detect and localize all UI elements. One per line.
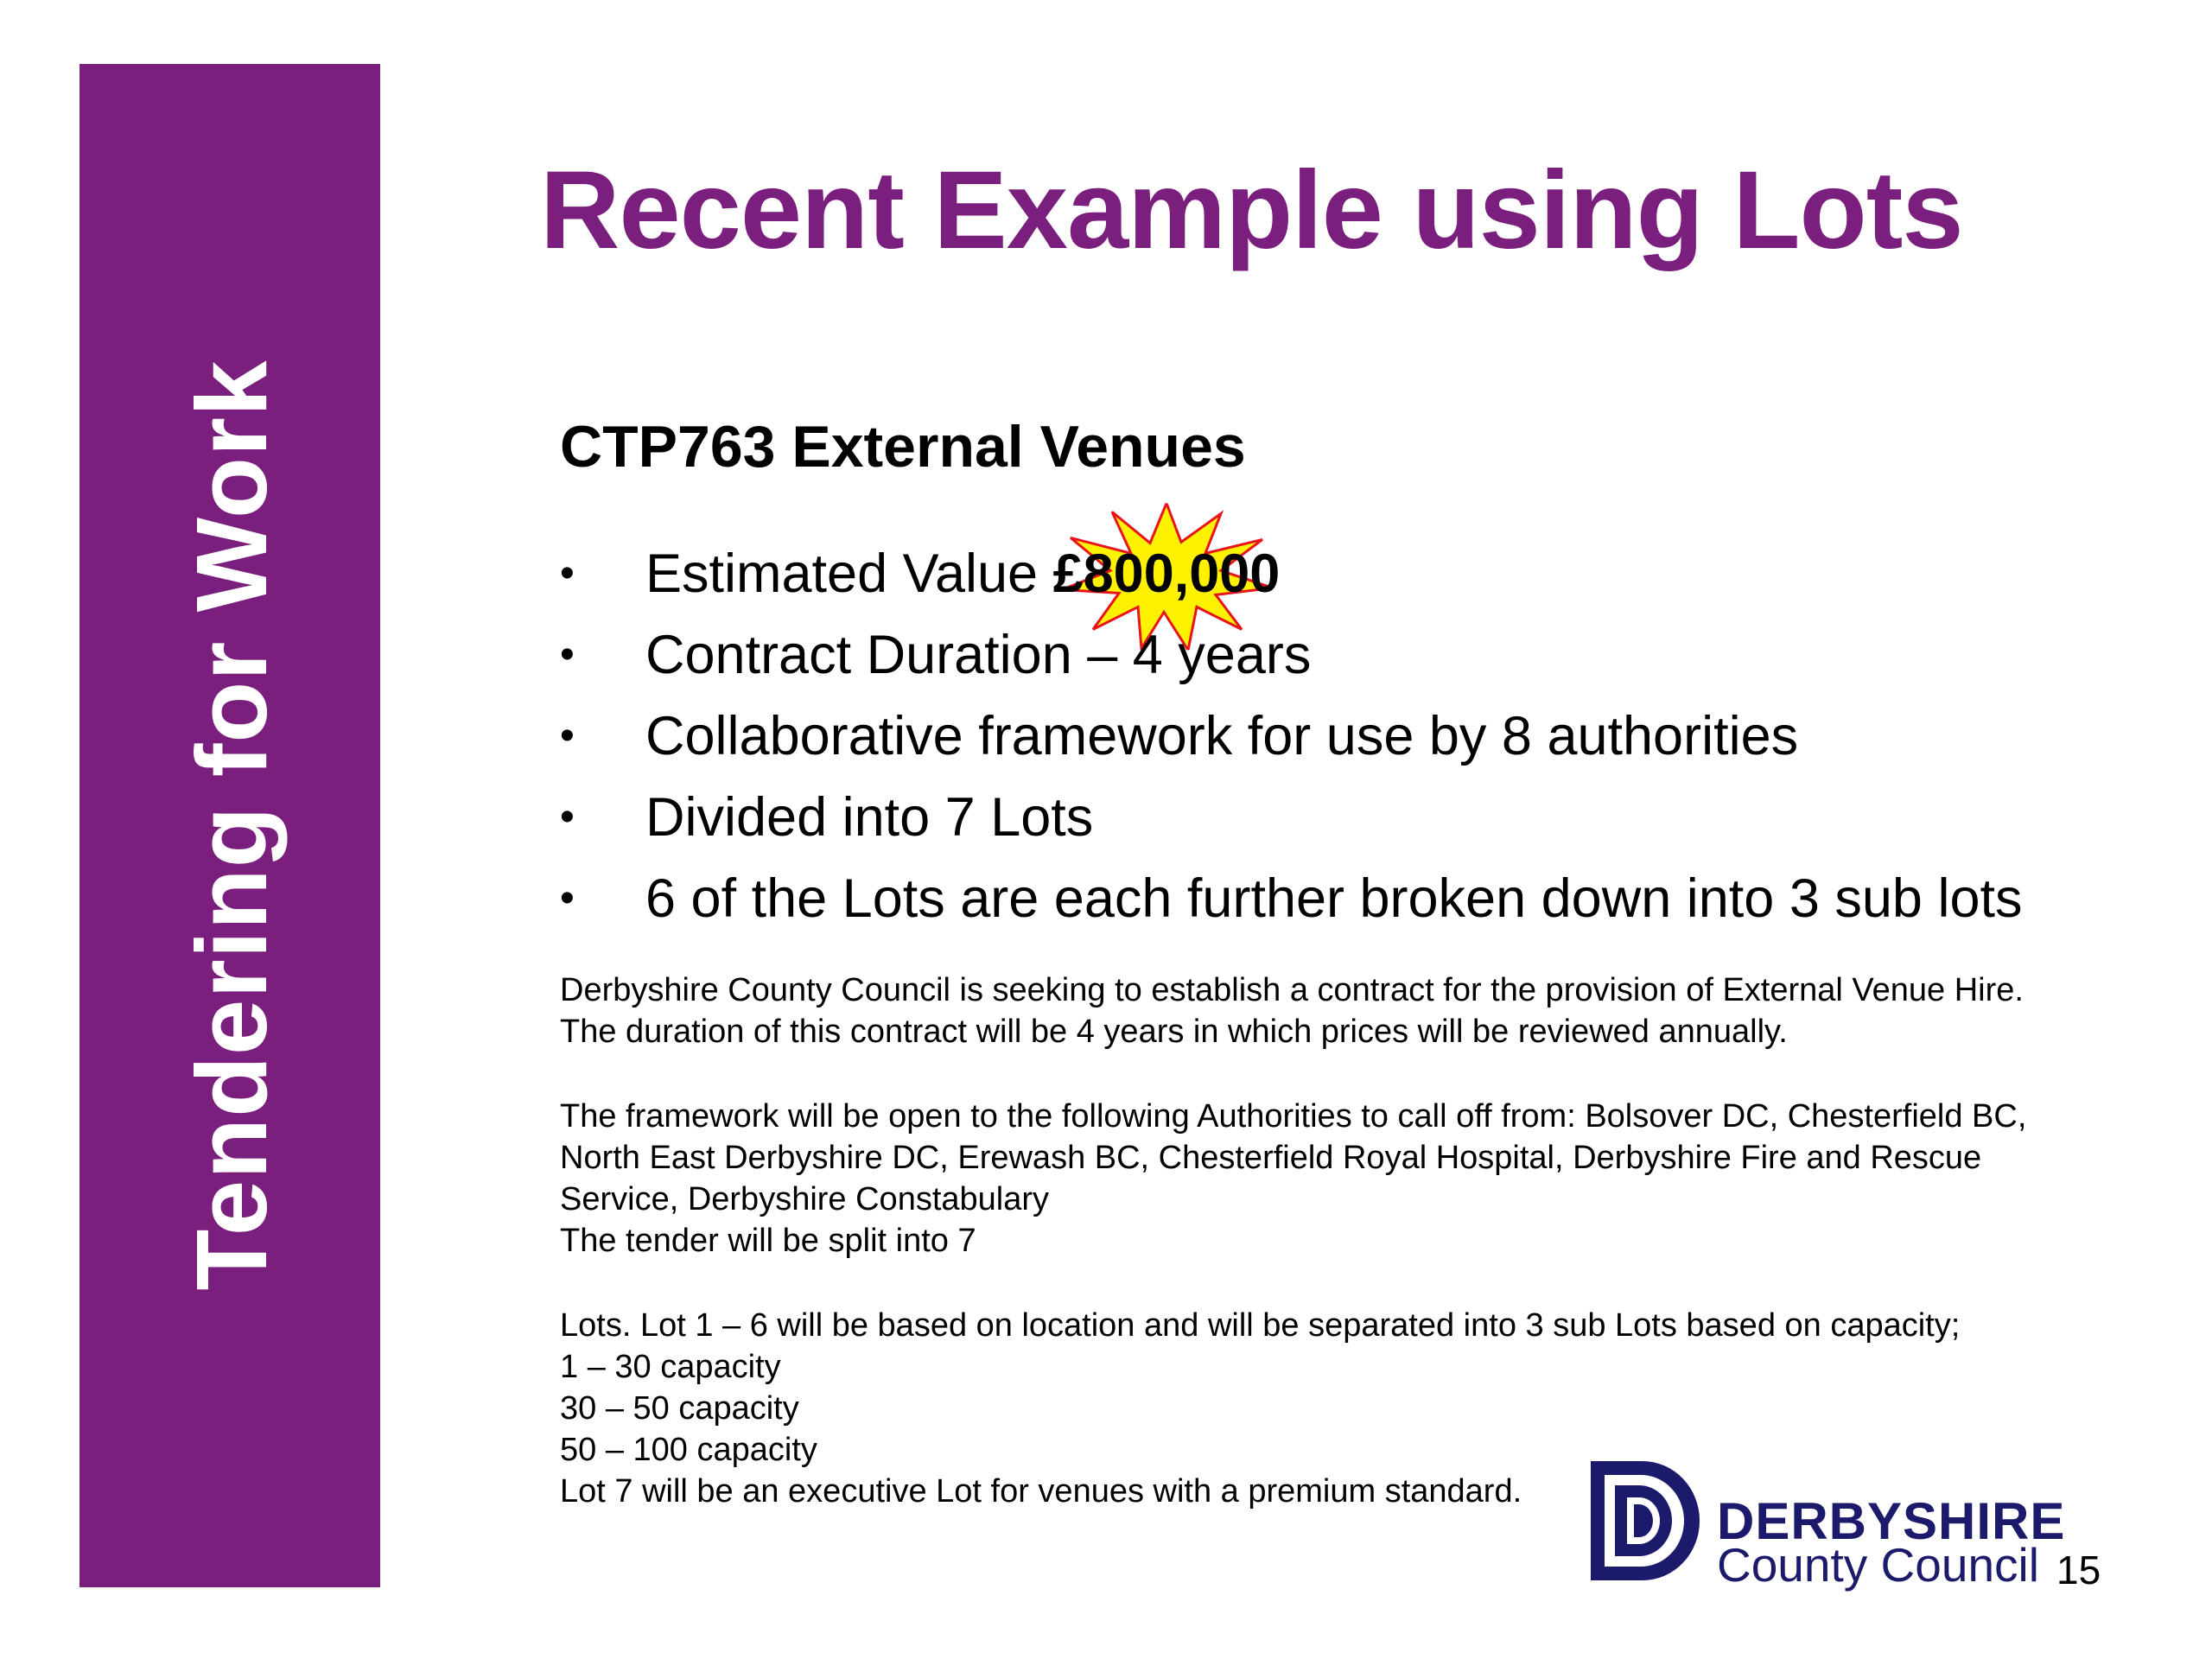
paragraph-line: North East Derbyshire DC, Erewash BC, Chesterfield Royal Hospital, Derbyshire Fire and Rescue bbox=[560, 1140, 1982, 1176]
bullet-text: Estimated Value bbox=[645, 543, 1053, 604]
bullet-item bbox=[560, 696, 2023, 777]
sidebar-title: Tendering for Work bbox=[175, 359, 288, 1291]
page-title: Recent Example using Lots bbox=[540, 149, 1963, 272]
logo-name: DERBYSHIRE bbox=[1717, 1492, 2066, 1550]
bullet-item bbox=[560, 858, 2023, 939]
paragraph-line: Derbyshire County Council is seeking to establish a contract for the provision of External Venue Hire. bbox=[560, 972, 2024, 1008]
logo-subtitle: County Council bbox=[1717, 1538, 2039, 1592]
derbyshire-d-logo-icon bbox=[1586, 1456, 1707, 1586]
section-heading: CTP763 External Venues bbox=[560, 414, 1246, 480]
paragraph-line: The framework will be open to the following Authorities to call off from: Bolsover DC, Chesterfield BC, bbox=[560, 1098, 2027, 1135]
bullet-text: Contract Duration – 4 years bbox=[645, 625, 1312, 685]
bullet-text: Divided into 7 Lots bbox=[645, 787, 1094, 848]
bullet-dot: • bbox=[560, 713, 575, 759]
derbyshire-logo bbox=[1586, 1456, 2066, 1592]
paragraph-line: The tender will be split into 7 bbox=[560, 1223, 976, 1259]
paragraph-line: Lots. Lot 1 – 6 will be based on location and will be separated into 3 sub Lots based on capacity; bbox=[560, 1307, 1961, 1344]
paragraph-line: Service, Derbyshire Constabulary bbox=[560, 1181, 1050, 1217]
paragraph-line: Lot 7 will be an executive Lot for venues with a premium standard. bbox=[560, 1473, 1522, 1510]
page-number: 15 bbox=[2056, 1548, 2101, 1592]
bullet-dot: • bbox=[560, 550, 575, 596]
bullet-item bbox=[560, 533, 2023, 614]
paragraph-line: 1 – 30 capacity bbox=[560, 1349, 781, 1385]
contract-description bbox=[560, 969, 2024, 1052]
bullet-dot: • bbox=[560, 875, 575, 921]
estimated-value: £800,000 bbox=[1052, 543, 1281, 604]
paragraph-line: 50 – 100 capacity bbox=[560, 1432, 817, 1468]
bullet-dot: • bbox=[560, 632, 575, 677]
bullet-text: Collaborative framework for use by 8 authorities bbox=[645, 706, 1799, 766]
bullet-item bbox=[560, 614, 2023, 696]
bullet-text: 6 of the Lots are each further broken down into 3 sub lots bbox=[645, 868, 2023, 929]
paragraph-line: 30 – 50 capacity bbox=[560, 1390, 799, 1427]
bullet-item bbox=[560, 777, 2023, 858]
bullet-list bbox=[560, 533, 2023, 939]
paragraph-line: The duration of this contract will be 4 years in which prices will be reviewed annually. bbox=[560, 1014, 1788, 1050]
estimated-value-highlight bbox=[1053, 533, 1281, 614]
bullet-dot: • bbox=[560, 794, 575, 840]
framework-description bbox=[560, 1096, 2026, 1262]
